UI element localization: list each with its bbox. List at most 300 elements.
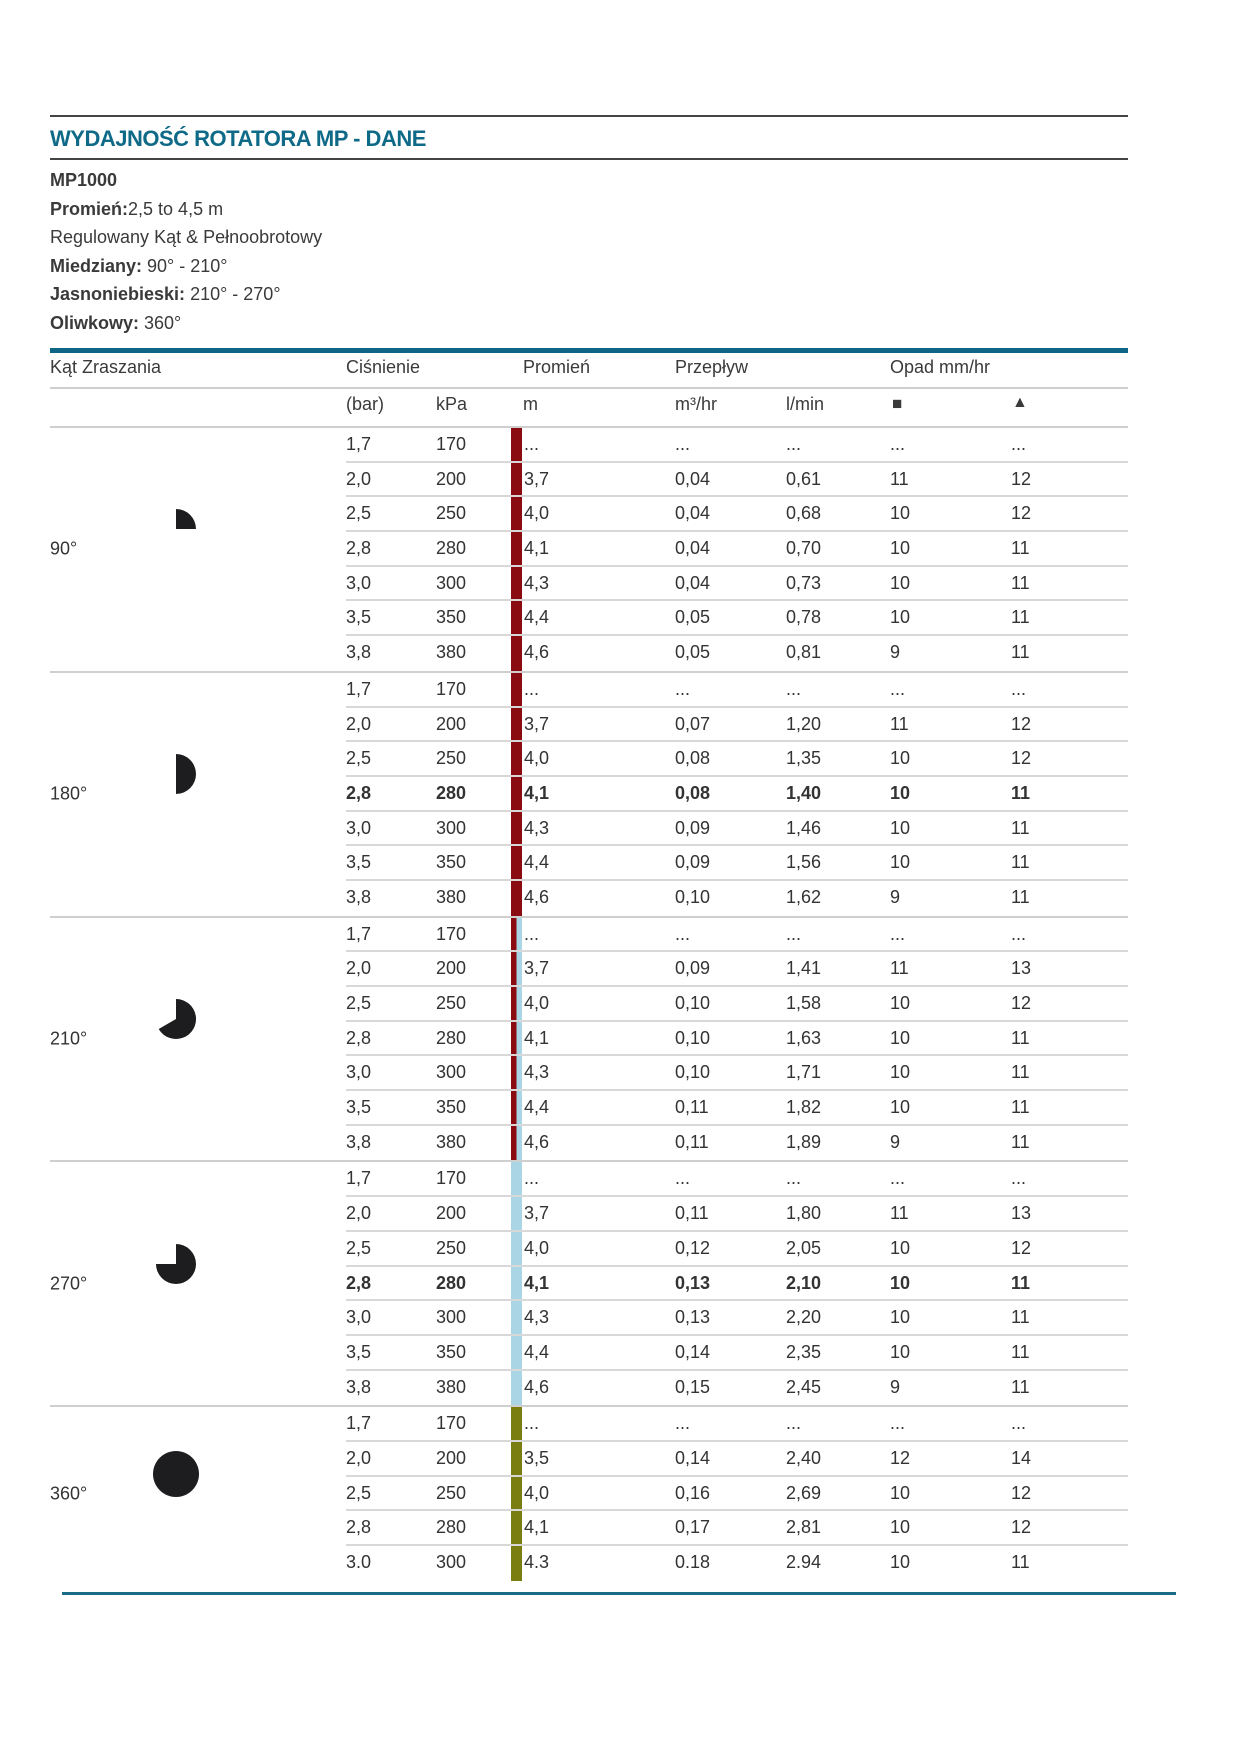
table-row	[346, 1197, 1128, 1232]
cell-radius-m: 4,0	[524, 993, 550, 1013]
cell-pressure-bar: 2,0	[346, 958, 372, 979]
cell-pressure-kpa: 250	[436, 748, 467, 769]
cell-flow-lmin: 2,81	[786, 1517, 822, 1538]
cell-flow-lmin: 1,62	[786, 886, 822, 907]
nozzle-color-stripe	[511, 673, 522, 706]
cell-radius-m: 3,7	[524, 958, 550, 979]
info-label: Oliwkowy:	[50, 312, 140, 333]
cell-flow-m3hr: 0,17	[675, 1517, 711, 1538]
table-row	[346, 1477, 1128, 1512]
nozzle-color-stripe	[511, 1442, 522, 1475]
arc-pattern-icon	[146, 499, 206, 559]
cell-pressure-kpa: 170	[436, 1168, 467, 1189]
nozzle-color-stripe	[511, 742, 522, 775]
cell-precip-square: 10	[890, 1307, 911, 1328]
cell-pressure-kpa: 380	[436, 642, 467, 663]
cell-precip-square: 11	[890, 1203, 909, 1224]
cell-flow-lmin: 1,40	[786, 782, 822, 803]
cell-pressure-kpa: 250	[436, 1482, 467, 1503]
unit-m: m	[523, 394, 538, 414]
cell-flow-lmin: ...	[786, 1413, 802, 1434]
cell-precip-square: ...	[890, 1168, 906, 1189]
cell-flow-lmin: 1,56	[786, 852, 822, 873]
cell-pressure-bar: 2,8	[346, 538, 372, 559]
cell-radius-m: 4,3	[524, 817, 550, 838]
table-row	[346, 1022, 1128, 1057]
cell-flow-m3hr: 0,10	[675, 886, 711, 907]
cell-pressure-bar: 2,0	[346, 1447, 372, 1468]
cell-precip-square: ...	[890, 678, 906, 699]
product-info	[50, 166, 322, 337]
cell-radius-m: 4,3	[524, 1062, 550, 1083]
cell-radius-m: 3,7	[524, 713, 550, 734]
cell-precip-triangle: 13	[1011, 958, 1032, 979]
cell-radius-m: 3,7	[524, 1203, 550, 1224]
cell-precip-triangle: 11	[1011, 1376, 1030, 1397]
cell-precip-square: 10	[890, 748, 911, 769]
cell-flow-m3hr: 0,04	[675, 538, 711, 559]
cell-pressure-bar: 2,8	[346, 1272, 372, 1293]
nozzle-color-stripe	[511, 1546, 522, 1581]
cell-precip-triangle: 12	[1011, 1237, 1032, 1258]
cell-pressure-bar: 2,8	[346, 1027, 372, 1048]
table-row	[346, 987, 1128, 1022]
nozzle-color-stripe	[511, 601, 522, 634]
cell-precip-square: 10	[890, 782, 911, 803]
cell-flow-m3hr: 0,12	[675, 1237, 711, 1258]
cell-pressure-bar: 3.0	[346, 1552, 372, 1572]
cell-pressure-bar: 2,5	[346, 1237, 372, 1258]
table-row	[346, 1371, 1128, 1406]
cell-pressure-bar: 1,7	[346, 678, 372, 699]
cell-radius-m: 4,4	[524, 1341, 550, 1362]
angle-group	[50, 673, 1128, 918]
cell-flow-lmin: 1,46	[786, 817, 822, 838]
cell-pressure-kpa: 280	[436, 538, 467, 559]
nozzle-color-stripe	[511, 777, 522, 810]
nozzle-color-stripe	[511, 1511, 522, 1544]
cell-flow-m3hr: ...	[675, 678, 691, 699]
cell-precip-square: 10	[890, 852, 911, 873]
cell-pressure-kpa: 300	[436, 572, 467, 593]
unit-lmin: l/min	[786, 394, 825, 414]
cell-precip-triangle: 11	[1011, 1062, 1030, 1083]
cell-radius-m: 4,6	[524, 1131, 550, 1152]
cell-radius-m: 4,6	[524, 1376, 550, 1397]
header-angle: Kąt Zraszania	[50, 357, 162, 377]
cell-precip-triangle: ...	[1011, 923, 1027, 944]
cell-precip-square: 10	[890, 1027, 911, 1048]
cell-precip-triangle: 13	[1011, 1203, 1032, 1224]
cell-flow-lmin: 2,45	[786, 1376, 822, 1397]
cell-flow-m3hr: 0,09	[675, 958, 711, 979]
cell-flow-m3hr: 0,08	[675, 748, 711, 769]
cell-flow-lmin: 0,73	[786, 572, 822, 593]
angle-label: 210°	[50, 1028, 88, 1049]
header-flow: Przepływ	[675, 357, 749, 377]
cell-precip-triangle: 11	[1011, 886, 1030, 907]
nozzle-color-stripe	[511, 1371, 522, 1406]
cell-pressure-bar: 2,8	[346, 782, 372, 803]
cell-flow-lmin: ...	[786, 678, 802, 699]
nozzle-color-stripe	[511, 428, 522, 461]
title-rule	[50, 158, 1128, 160]
cell-precip-square: 9	[890, 1376, 901, 1397]
cell-pressure-bar: 2,5	[346, 503, 372, 524]
header-precip: Opad mm/hr	[890, 357, 991, 377]
cell-precip-triangle: 11	[1011, 782, 1031, 803]
info-label: Miedziany:	[50, 255, 143, 276]
cell-flow-lmin: 1,20	[786, 713, 822, 734]
angle-group	[50, 428, 1128, 673]
cell-flow-lmin: 1,80	[786, 1203, 822, 1224]
cell-precip-triangle: 11	[1011, 1097, 1030, 1118]
cell-pressure-kpa: 200	[436, 1447, 467, 1468]
cell-precip-square: 10	[890, 1097, 911, 1118]
angle-label: 360°	[50, 1483, 88, 1504]
nozzle-color-stripe	[511, 846, 522, 879]
cell-flow-m3hr: 0,16	[675, 1482, 711, 1503]
cell-precip-square: 10	[890, 1517, 911, 1538]
cell-pressure-kpa: 350	[436, 607, 467, 628]
cell-pressure-bar: 3,8	[346, 886, 372, 907]
cell-flow-m3hr: ...	[675, 1413, 691, 1434]
cell-pressure-bar: 3,5	[346, 1097, 372, 1118]
info-label: Jasnoniebieski:	[50, 284, 186, 304]
cell-flow-m3hr: 0,07	[675, 713, 711, 734]
table-row	[346, 918, 1128, 953]
cell-flow-m3hr: 0,05	[675, 642, 711, 663]
cell-pressure-bar: 3,5	[346, 1341, 372, 1362]
cell-flow-lmin: ...	[786, 434, 802, 454]
cell-precip-square: 10	[890, 1341, 911, 1362]
angle-label: 270°	[50, 1273, 88, 1294]
cell-pressure-bar: 3,0	[346, 1307, 372, 1328]
table-row	[346, 952, 1128, 987]
cell-precip-triangle: 11	[1011, 1131, 1030, 1152]
cell-pressure-bar: 3,8	[346, 1131, 372, 1152]
table-row	[346, 1126, 1128, 1161]
cell-flow-lmin: 2,40	[786, 1447, 822, 1468]
cell-flow-lmin: 1,58	[786, 993, 822, 1013]
cell-radius-m: 4,6	[524, 886, 550, 907]
cell-flow-lmin: 1,63	[786, 1027, 822, 1048]
table-row	[346, 1336, 1128, 1371]
cell-pressure-bar: 2,0	[346, 1203, 372, 1224]
cell-flow-lmin: 0,68	[786, 503, 822, 524]
cell-precip-triangle: 12	[1011, 993, 1032, 1013]
cell-precip-triangle: 11	[1011, 1341, 1030, 1362]
arc-pattern-icon	[146, 744, 206, 804]
cell-pressure-kpa: 280	[436, 782, 467, 803]
nozzle-color-stripe	[511, 1477, 522, 1510]
cell-pressure-kpa: 300	[436, 1552, 467, 1572]
header-divider	[50, 387, 1128, 389]
nozzle-color-stripe	[511, 918, 522, 951]
angle-label: 180°	[50, 783, 88, 804]
cell-flow-lmin: 0,78	[786, 607, 822, 628]
cell-precip-square: 10	[890, 503, 911, 524]
page-title: WYDAJNOŚĆ ROTATORA MP - DANE	[50, 126, 426, 151]
cell-flow-m3hr: 0,15	[675, 1376, 711, 1397]
nozzle-color-stripe	[511, 497, 522, 530]
nozzle-color-stripe	[511, 881, 522, 916]
arc-pattern-icon	[146, 1444, 206, 1504]
table-row	[346, 567, 1128, 602]
nozzle-color-stripe	[511, 532, 522, 565]
cell-pressure-bar: 1,7	[346, 1168, 372, 1189]
nozzle-color-stripe	[511, 463, 522, 496]
cell-radius-m: 4,3	[524, 1307, 550, 1328]
cell-precip-square: 11	[890, 713, 909, 734]
cell-pressure-kpa: 380	[436, 1376, 467, 1397]
cell-pressure-kpa: 300	[436, 1062, 467, 1083]
cell-radius-m: 4,6	[524, 642, 550, 663]
info-label: Promień:	[50, 198, 129, 219]
cell-flow-m3hr: 0,11	[675, 1097, 709, 1118]
triangle-spacing-icon: ▲	[1012, 394, 1028, 411]
table-row	[346, 812, 1128, 847]
cell-precip-triangle: 12	[1011, 713, 1032, 734]
cell-pressure-kpa: 170	[436, 923, 467, 944]
cell-precip-triangle: 11	[1011, 817, 1030, 838]
cell-radius-m: 4,0	[524, 503, 550, 524]
cell-pressure-kpa: 250	[436, 1237, 467, 1258]
info-value: 360°	[139, 312, 182, 333]
cell-pressure-bar: 3,5	[346, 607, 372, 628]
model-name: MP1000	[50, 170, 118, 190]
cell-flow-m3hr: 0,04	[675, 572, 711, 593]
info-value: Regulowany Kąt & Pełnoobrotowy	[50, 227, 323, 247]
bottom-rule	[62, 1592, 1176, 1595]
cell-precip-triangle: 12	[1011, 1482, 1032, 1503]
nozzle-color-stripe	[511, 567, 522, 600]
cell-flow-lmin: 0,61	[786, 468, 822, 489]
cell-flow-lmin: ...	[786, 1168, 802, 1189]
header-pressure: Ciśnienie	[346, 357, 421, 377]
table-row	[346, 881, 1128, 916]
angle-group	[50, 918, 1128, 1163]
cell-flow-m3hr: 0,04	[675, 503, 711, 524]
cell-flow-m3hr: 0,11	[675, 1203, 709, 1224]
cell-precip-triangle: 11	[1011, 538, 1030, 559]
cell-pressure-kpa: 280	[436, 1517, 467, 1538]
cell-radius-m: 4,1	[524, 1517, 550, 1538]
header-radius: Promień	[523, 357, 591, 377]
cell-precip-triangle: 11	[1011, 642, 1030, 663]
cell-precip-triangle: 12	[1011, 748, 1032, 769]
cell-pressure-kpa: 200	[436, 713, 467, 734]
nozzle-color-stripe	[511, 1232, 522, 1265]
cell-precip-square: 10	[890, 993, 911, 1013]
cell-pressure-bar: 2,5	[346, 1482, 372, 1503]
cell-flow-m3hr: ...	[675, 1168, 691, 1189]
table-row	[346, 708, 1128, 743]
cell-radius-m: 4,4	[524, 607, 550, 628]
cell-flow-lmin: ...	[786, 923, 802, 944]
cell-precip-triangle: 12	[1011, 503, 1032, 524]
cell-radius-m: 4.3	[524, 1552, 550, 1572]
cell-flow-m3hr: 0,13	[675, 1272, 711, 1293]
cell-radius-m: ...	[524, 1168, 540, 1189]
table-row	[346, 742, 1128, 777]
square-spacing-icon: ■	[892, 394, 903, 413]
cell-radius-m: 4,1	[524, 538, 550, 559]
nozzle-color-stripe	[511, 1126, 522, 1161]
arc-pattern-icon	[146, 989, 206, 1049]
table-row	[346, 497, 1128, 532]
cell-pressure-bar: 3,0	[346, 1062, 372, 1083]
table-row	[346, 1232, 1128, 1267]
cell-flow-lmin: 1,82	[786, 1097, 822, 1118]
cell-precip-triangle: ...	[1011, 434, 1027, 454]
cell-precip-triangle: 11	[1011, 1272, 1031, 1293]
performance-table	[50, 428, 1128, 1581]
nozzle-color-stripe	[511, 1162, 522, 1195]
cell-precip-square: 9	[890, 1131, 901, 1152]
table-row	[346, 777, 1128, 812]
cell-precip-square: 11	[890, 468, 909, 489]
cell-pressure-kpa: 300	[436, 817, 467, 838]
cell-flow-m3hr: 0,13	[675, 1307, 711, 1328]
cell-precip-square: 9	[890, 886, 901, 907]
table-row	[346, 1407, 1128, 1442]
cell-pressure-bar: 1,7	[346, 434, 372, 454]
info-value: 210° - 270°	[185, 284, 281, 304]
cell-radius-m: 4,0	[524, 1237, 550, 1258]
cell-pressure-bar: 1,7	[346, 1413, 372, 1434]
table-row	[346, 1546, 1128, 1581]
cell-precip-triangle: 12	[1011, 468, 1032, 489]
cell-pressure-kpa: 250	[436, 993, 467, 1013]
cell-radius-m: ...	[524, 678, 540, 699]
unit-m3hr: m³/hr	[675, 394, 717, 414]
cell-pressure-bar: 3,5	[346, 852, 372, 873]
cell-precip-square: 10	[890, 607, 911, 628]
cell-precip-square: 11	[890, 958, 909, 979]
nozzle-color-stripe	[511, 952, 522, 985]
unit-bar: (bar)	[346, 394, 385, 414]
table-row	[346, 673, 1128, 708]
cell-pressure-kpa: 170	[436, 1413, 467, 1434]
cell-precip-square: ...	[890, 434, 906, 454]
cell-pressure-bar: 2,8	[346, 1517, 372, 1538]
info-value: 2,5 to 4,5 m	[128, 198, 224, 219]
cell-pressure-bar: 3,8	[346, 642, 372, 663]
info-value: 90° - 210°	[142, 255, 228, 276]
cell-radius-m: 4,0	[524, 748, 550, 769]
cell-precip-square: 10	[890, 1552, 911, 1572]
table-row	[346, 1267, 1128, 1302]
cell-precip-triangle: 11	[1011, 572, 1030, 593]
cell-pressure-kpa: 380	[436, 886, 467, 907]
cell-flow-m3hr: 0,04	[675, 468, 711, 489]
nozzle-color-stripe	[511, 812, 522, 845]
cell-radius-m: 4,3	[524, 572, 550, 593]
cell-pressure-kpa: 380	[436, 1131, 467, 1152]
cell-pressure-bar: 2,0	[346, 713, 372, 734]
nozzle-color-stripe	[511, 636, 522, 671]
angle-group	[50, 1162, 1128, 1407]
table-row	[346, 532, 1128, 567]
table-row	[346, 846, 1128, 881]
cell-precip-square: 9	[890, 642, 901, 663]
cell-precip-square: 10	[890, 1237, 911, 1258]
cell-precip-triangle: 11	[1011, 852, 1030, 873]
cell-precip-square: ...	[890, 1413, 906, 1434]
nozzle-color-stripe	[511, 1022, 522, 1055]
cell-precip-square: 10	[890, 538, 911, 559]
cell-precip-triangle: 11	[1011, 1307, 1030, 1328]
cell-flow-lmin: 0,70	[786, 538, 822, 559]
cell-precip-triangle: ...	[1011, 1413, 1027, 1434]
arc-pattern-icon	[146, 1234, 206, 1294]
cell-pressure-kpa: 200	[436, 468, 467, 489]
table-row	[346, 1056, 1128, 1091]
cell-radius-m: ...	[524, 1413, 540, 1434]
cell-precip-square: 10	[890, 1062, 911, 1083]
cell-radius-m: 4,4	[524, 1097, 550, 1118]
cell-pressure-kpa: 250	[436, 503, 467, 524]
cell-flow-lmin: 2,35	[786, 1341, 822, 1362]
cell-pressure-bar: 2,5	[346, 748, 372, 769]
cell-pressure-kpa: 350	[436, 1097, 467, 1118]
nozzle-color-stripe	[511, 1056, 522, 1089]
cell-flow-m3hr: ...	[675, 923, 691, 944]
cell-precip-triangle: ...	[1011, 1168, 1027, 1189]
cell-pressure-kpa: 200	[436, 958, 467, 979]
table-row	[346, 601, 1128, 636]
nozzle-color-stripe	[511, 708, 522, 741]
cell-flow-m3hr: 0,08	[675, 782, 711, 803]
nozzle-color-stripe	[511, 1407, 522, 1440]
cell-flow-m3hr: 0,14	[675, 1447, 711, 1468]
nozzle-color-stripe	[511, 1091, 522, 1124]
cell-radius-m: 4,4	[524, 852, 550, 873]
cell-pressure-bar: 3,0	[346, 817, 372, 838]
cell-radius-m: 4,1	[524, 1272, 550, 1293]
cell-flow-m3hr: ...	[675, 434, 691, 454]
cell-radius-m: 3,7	[524, 468, 550, 489]
table-row	[346, 636, 1128, 671]
cell-flow-lmin: 2.94	[786, 1552, 822, 1572]
cell-pressure-kpa: 350	[436, 1341, 467, 1362]
cell-pressure-kpa: 200	[436, 1203, 467, 1224]
cell-pressure-bar: 3,0	[346, 572, 372, 593]
table-row	[346, 1162, 1128, 1197]
cell-flow-lmin: 1,71	[786, 1062, 822, 1083]
table-row	[346, 1511, 1128, 1546]
cell-flow-m3hr: 0,09	[675, 852, 711, 873]
cell-radius-m: ...	[524, 434, 540, 454]
cell-pressure-bar: 1,7	[346, 923, 372, 944]
cell-precip-triangle: 11	[1011, 1027, 1030, 1048]
cell-pressure-kpa: 170	[436, 678, 467, 699]
nozzle-color-stripe	[511, 1267, 522, 1300]
cell-flow-m3hr: 0,10	[675, 1027, 711, 1048]
cell-flow-lmin: 0,81	[786, 642, 822, 663]
cell-pressure-kpa: 280	[436, 1027, 467, 1048]
cell-pressure-kpa: 280	[436, 1272, 467, 1293]
top-rule	[50, 115, 1128, 117]
cell-flow-m3hr: 0,05	[675, 607, 711, 628]
cell-flow-m3hr: 0,09	[675, 817, 711, 838]
cell-precip-triangle: 14	[1011, 1447, 1032, 1468]
table-row	[346, 428, 1128, 463]
cell-precip-square: 10	[890, 572, 911, 593]
cell-precip-square: ...	[890, 923, 906, 944]
angle-group	[50, 1407, 1128, 1580]
